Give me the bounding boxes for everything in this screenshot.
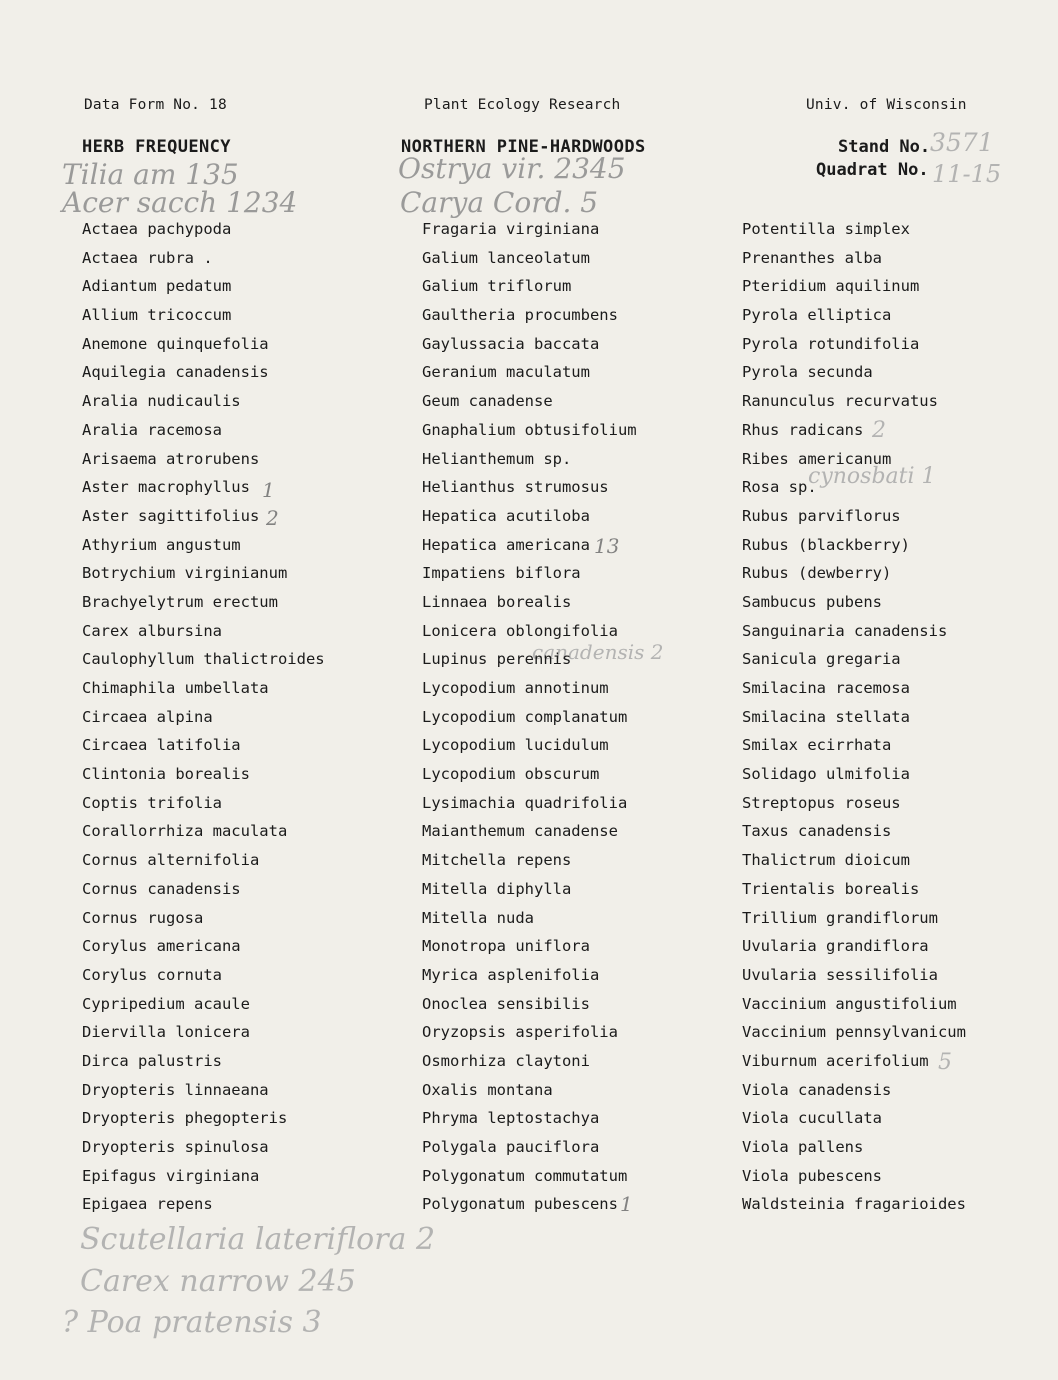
species-item: Pyrola elliptica bbox=[742, 306, 892, 325]
species-item: Viola canadensis bbox=[742, 1080, 892, 1099]
species-item: Sanguinaria canadensis bbox=[742, 621, 948, 640]
species-item: Gaultheria procumbens bbox=[422, 306, 618, 325]
species-item: Galium triflorum bbox=[422, 277, 572, 296]
stand-label: Stand No. bbox=[838, 137, 931, 157]
title-forest-type: NORTHERN PINE-HARDWOODS bbox=[401, 137, 646, 157]
hw-ribes-note: cynosbati 1 bbox=[808, 464, 936, 489]
species-item: Viola pubescens bbox=[742, 1166, 882, 1185]
species-item: Sanicula gregaria bbox=[742, 650, 901, 669]
hw-quadrat-value: 11-15 bbox=[932, 160, 1002, 188]
species-item: Cornus canadensis bbox=[82, 879, 241, 898]
species-item: Caulophyllum thalictroides bbox=[82, 650, 325, 669]
species-item: Vaccinium pennsylvanicum bbox=[742, 1023, 966, 1042]
species-item: Chimaphila umbellata bbox=[82, 679, 269, 697]
species-item: Monotropa uniflora bbox=[422, 937, 590, 956]
species-item: Corallorrhiza maculata bbox=[82, 822, 288, 841]
species-item: Geranium maculatum bbox=[422, 363, 590, 382]
species-item: Impatiens biflora bbox=[422, 564, 581, 583]
species-item: Cornus rugosa bbox=[82, 908, 204, 927]
species-item: Gnaphalium obtusifolium bbox=[422, 420, 637, 439]
species-item: Oryzopsis asperifolia bbox=[422, 1023, 618, 1042]
species-column-2 bbox=[422, 219, 637, 1223]
species-item: Viola cucullata bbox=[742, 1109, 882, 1128]
species-item: Uvularia sessilifolia bbox=[742, 965, 938, 984]
species-item: Brachyelytrum erectum bbox=[82, 592, 278, 611]
species-item: Corylus americana bbox=[82, 937, 241, 956]
species-column-1 bbox=[82, 219, 325, 1223]
species-item: Circaea alpina bbox=[82, 707, 213, 726]
species-item: Pyrola rotundifolia bbox=[742, 334, 920, 353]
species-item: Smilacina racemosa bbox=[742, 679, 910, 697]
species-item: Waldsteinia fragarioides bbox=[742, 1195, 966, 1214]
header-university: Univ. of Wisconsin bbox=[806, 97, 967, 113]
species-item: Aralia nudicaulis bbox=[82, 392, 241, 411]
species-item: Arisaema atrorubens bbox=[82, 449, 260, 468]
hw-aster-macro: 1 bbox=[262, 478, 275, 502]
species-item: Lonicera oblongifolia bbox=[422, 621, 618, 640]
species-item: Thalictrum dioicum bbox=[742, 851, 910, 870]
species-item: Cypripedium acaule bbox=[82, 994, 250, 1013]
species-item: Myrica asplenifolia bbox=[422, 965, 600, 984]
species-item: Maianthemum canadense bbox=[422, 822, 618, 841]
species-item: Sambucus pubens bbox=[742, 592, 882, 611]
species-item: Circaea latifolia bbox=[82, 736, 241, 755]
title-herb-frequency: HERB FREQUENCY bbox=[82, 137, 231, 157]
species-item: Actaea pachypoda bbox=[82, 220, 232, 238]
hw-stand-value: 3571 bbox=[930, 128, 994, 157]
species-item: Pteridium aquilinum bbox=[742, 277, 920, 296]
quadrat-label: Quadrat No. bbox=[816, 160, 929, 180]
species-item: Polygonatum commutatum bbox=[422, 1166, 628, 1185]
species-item: Rosa sp. bbox=[742, 478, 817, 497]
species-column-3 bbox=[742, 219, 966, 1223]
species-item: Helianthus strumosus bbox=[422, 478, 609, 497]
species-item: Trientalis borealis bbox=[742, 879, 920, 898]
species-item: Solidago ulmifolia bbox=[742, 765, 910, 784]
species-item: Fragaria virginiana bbox=[422, 220, 600, 238]
species-item: Corylus cornuta bbox=[82, 965, 222, 984]
species-item: Phryma leptostachya bbox=[422, 1109, 600, 1128]
species-item: Aquilegia canadensis bbox=[82, 363, 269, 382]
hw-aster-sagitt: 2 bbox=[266, 506, 279, 530]
hw-polygonatum-pub: 1 bbox=[620, 1192, 633, 1216]
species-item: Lycopodium complanatum bbox=[422, 707, 628, 726]
species-item: Rubus (blackberry) bbox=[742, 535, 910, 554]
hw-hepatica-am: 13 bbox=[594, 534, 620, 558]
species-item: Viola pallens bbox=[742, 1138, 864, 1156]
species-item: Lycopodium obscurum bbox=[422, 765, 600, 784]
species-item: Diervilla lonicera bbox=[82, 1023, 250, 1042]
species-item: Vaccinium angustifolium bbox=[742, 994, 957, 1013]
species-item: Uvularia grandiflora bbox=[742, 937, 929, 956]
species-item: Anemone quinquefolia bbox=[82, 334, 269, 353]
hw-lupinus-note: canadensis 2 bbox=[532, 640, 664, 664]
species-item: Smilacina stellata bbox=[742, 707, 910, 726]
hw-viburnum: 5 bbox=[938, 1050, 952, 1075]
species-item: Lycopodium annotinum bbox=[422, 679, 609, 697]
species-item: Epifagus virginiana bbox=[82, 1166, 260, 1185]
header-form-no: Data Form No. 18 bbox=[84, 97, 227, 113]
hw-acer: Acer sacch 1234 bbox=[62, 186, 298, 219]
species-item: Mitchella repens bbox=[422, 851, 572, 870]
species-item: Adiantum pedatum bbox=[82, 277, 232, 296]
species-item: Prenanthes alba bbox=[742, 248, 882, 267]
species-item: Botrychium virginianum bbox=[82, 564, 288, 583]
species-item: Rubus parviflorus bbox=[742, 506, 901, 525]
species-item: Dryopteris linnaeana bbox=[82, 1080, 269, 1099]
species-item: Onoclea sensibilis bbox=[422, 994, 590, 1013]
species-item: Epigaea repens bbox=[82, 1195, 213, 1214]
species-item: Potentilla simplex bbox=[742, 220, 910, 238]
species-item: Hepatica acutiloba bbox=[422, 506, 590, 525]
species-item: Galium lanceolatum bbox=[422, 248, 590, 267]
hw-note-carex: Carex narrow 245 bbox=[80, 1264, 356, 1299]
species-item: Carex albursina bbox=[82, 621, 222, 640]
hw-rhus: 2 bbox=[872, 418, 886, 443]
species-item: Ranunculus recurvatus bbox=[742, 392, 938, 411]
species-item: Allium tricoccum bbox=[82, 306, 232, 325]
species-item: Hepatica americana bbox=[422, 535, 590, 554]
species-item: Osmorhiza claytoni bbox=[422, 1051, 590, 1070]
species-item: Streptopus roseus bbox=[742, 793, 901, 812]
species-item: Clintonia borealis bbox=[82, 765, 250, 784]
species-item: Mitella nuda bbox=[422, 908, 534, 927]
species-item: Helianthemum sp. bbox=[422, 449, 572, 468]
species-item: Coptis trifolia bbox=[82, 793, 222, 812]
species-item: Aster macrophyllus bbox=[82, 478, 250, 497]
species-item: Linnaea borealis bbox=[422, 592, 572, 611]
species-item: Dryopteris spinulosa bbox=[82, 1138, 269, 1156]
species-item: Viburnum acerifolium bbox=[742, 1051, 929, 1070]
species-item: Trillium grandiflorum bbox=[742, 908, 938, 927]
species-item: Geum canadense bbox=[422, 392, 553, 411]
species-item: Polygala pauciflora bbox=[422, 1138, 600, 1156]
hw-note-scutellaria: Scutellaria lateriflora 2 bbox=[80, 1222, 436, 1257]
species-item: Oxalis montana bbox=[422, 1080, 553, 1099]
species-item: Polygonatum pubescens bbox=[422, 1195, 618, 1214]
species-item: Pyrola secunda bbox=[742, 363, 873, 382]
species-item: Lysimachia quadrifolia bbox=[422, 793, 628, 812]
hw-carya: Carya Cord. 5 bbox=[400, 186, 599, 219]
species-item: Mitella diphylla bbox=[422, 879, 572, 898]
species-item: Ribes americanum bbox=[742, 449, 892, 468]
species-item: Taxus canadensis bbox=[742, 822, 892, 841]
species-item: Rubus (dewberry) bbox=[742, 564, 892, 583]
species-item: Athyrium angustum bbox=[82, 535, 241, 554]
species-item: Aster sagittifolius bbox=[82, 506, 260, 525]
species-item: Dirca palustris bbox=[82, 1051, 222, 1070]
species-item: Cornus alternifolia bbox=[82, 851, 260, 870]
species-item: Lupinus perennis bbox=[422, 650, 572, 669]
species-item: Aralia racemosa bbox=[82, 420, 222, 439]
species-item: Rhus radicans bbox=[742, 420, 864, 439]
hw-ostrya: Ostrya vir. 2345 bbox=[398, 152, 626, 185]
header-research: Plant Ecology Research bbox=[424, 97, 621, 113]
hw-tilia: Tilia am 135 bbox=[62, 158, 239, 191]
species-item: Lycopodium lucidulum bbox=[422, 736, 609, 755]
species-item: Actaea rubra . bbox=[82, 248, 213, 267]
species-item: Smilax ecirrhata bbox=[742, 736, 892, 755]
species-item: Dryopteris phegopteris bbox=[82, 1109, 288, 1128]
species-item: Gaylussacia baccata bbox=[422, 334, 600, 353]
hw-note-poa: ? Poa pratensis 3 bbox=[62, 1305, 322, 1340]
